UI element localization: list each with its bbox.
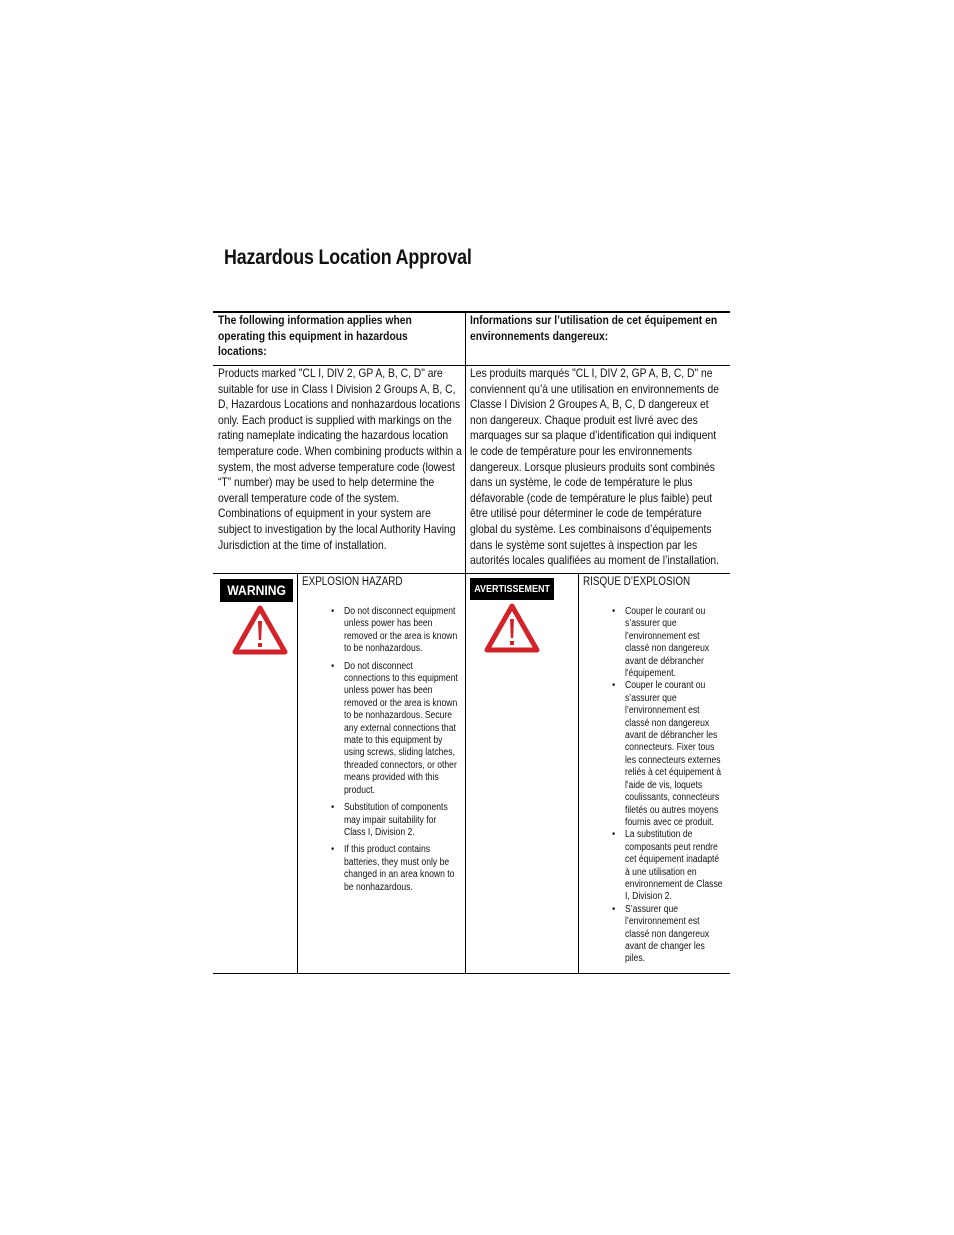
risque-explosion-title: RISQUE D’EXPLOSION	[583, 576, 691, 588]
list-item: • Do not disconnect connections to this equipment unless power has been removed or the area is known to be nonhazardous. Secure any external connections that mate to this equipment by using screws, sliding latches, threaded connectors, or other means provided with this product.	[344, 661, 460, 797]
english-body: Products marked "CL I, DIV 2, GP A, B, C, D" are suitable for use in Class I Division 2 Groups A, B, C, D, Hazardous Locations and nonhazardous locations only. Each product is supplied with markings on the rating nameplate indicating the hazardous location temperature code. When combining products within a system, the most adverse temperature code (lowest “T” number) may be used to help determine the overall temperature code of the system. Combinations of equipment in your system are subject to investigation by the local Authority Having Jurisdiction at the time of installation.	[218, 366, 462, 552]
list-item: • If this product contains batteries, they must only be changed in an area known to be nonhazardous.	[344, 844, 460, 894]
list-item: • La substitution de composants peut rendre cet équipement inadapté à une utilisation en environnement de Classe I, Division 2.	[625, 829, 724, 903]
list-item: • Couper le courant ou s’assurer que l’environnement est classé non dangereux avant de débrancher les connecteurs. Fixer tous les connecteurs externes reliés à cet équipement à l'aide de vis, loquets coulissants, connecteurs filetés ou autres moyens fournis avec ce produit.	[625, 680, 724, 829]
warning-badge-label: WARNING	[227, 583, 286, 598]
list-item: • Do not disconnect equipment unless power has been removed or the area is known to be nonhazardous.	[344, 606, 460, 656]
warning-divider-en	[297, 573, 298, 974]
table-bottom-rule	[213, 973, 730, 974]
list-item: • Substitution of components may impair suitability for Class I, Division 2.	[344, 802, 460, 839]
french-body: Les produits marqués "CL I, DIV 2, GP A, B, C, D" ne conviennent qu’à une utilisation en environnements de Classe I Division 2 Groupes A, B, C, D dangereux et non dangereux. Chaque produit est livré avec des marquages sur sa plaque d’identification qui indiquent le code de température pour les environnements dangereux. Lorsque plusieurs produits sont combinés dans un système, le code de température le plus défavorable (code de température le plus faible) peut être utilisé pour déterminer le code de température global du système. Les combinaisons d’équipements dans le système sont sujettes à inspection par les autorités locales qualifiées au moment de l’installation.	[470, 366, 720, 568]
avertissement-badge	[470, 578, 554, 600]
explosion-hazard-title: EXPLOSION HAZARD	[302, 576, 403, 588]
warning-badge	[220, 579, 293, 602]
list-item: • Couper le courant ou s’assurer que l’environnement est classé non dangereux avant de débrancher l'équipement.	[625, 606, 724, 680]
english-warning-list	[344, 606, 460, 899]
english-header: The following information applies when operating this equipment in hazardous locations:	[218, 313, 412, 359]
warning-triangle-icon	[484, 603, 540, 653]
warning-triangle-icon	[232, 605, 288, 655]
body-rule	[213, 573, 730, 574]
french-header: Informations sur l’utilisation de cet équipement en environnements dangereux:	[470, 313, 718, 343]
avertissement-badge-label: AVERTISSEMENT	[474, 583, 550, 595]
list-item: • S’assurer que l’environnement est classé non dangereux avant de changer les piles.	[625, 904, 724, 966]
page-title: Hazardous Location Approval	[224, 246, 472, 269]
column-divider	[465, 312, 466, 974]
warning-divider-fr	[578, 573, 579, 974]
french-warning-list	[625, 606, 724, 966]
